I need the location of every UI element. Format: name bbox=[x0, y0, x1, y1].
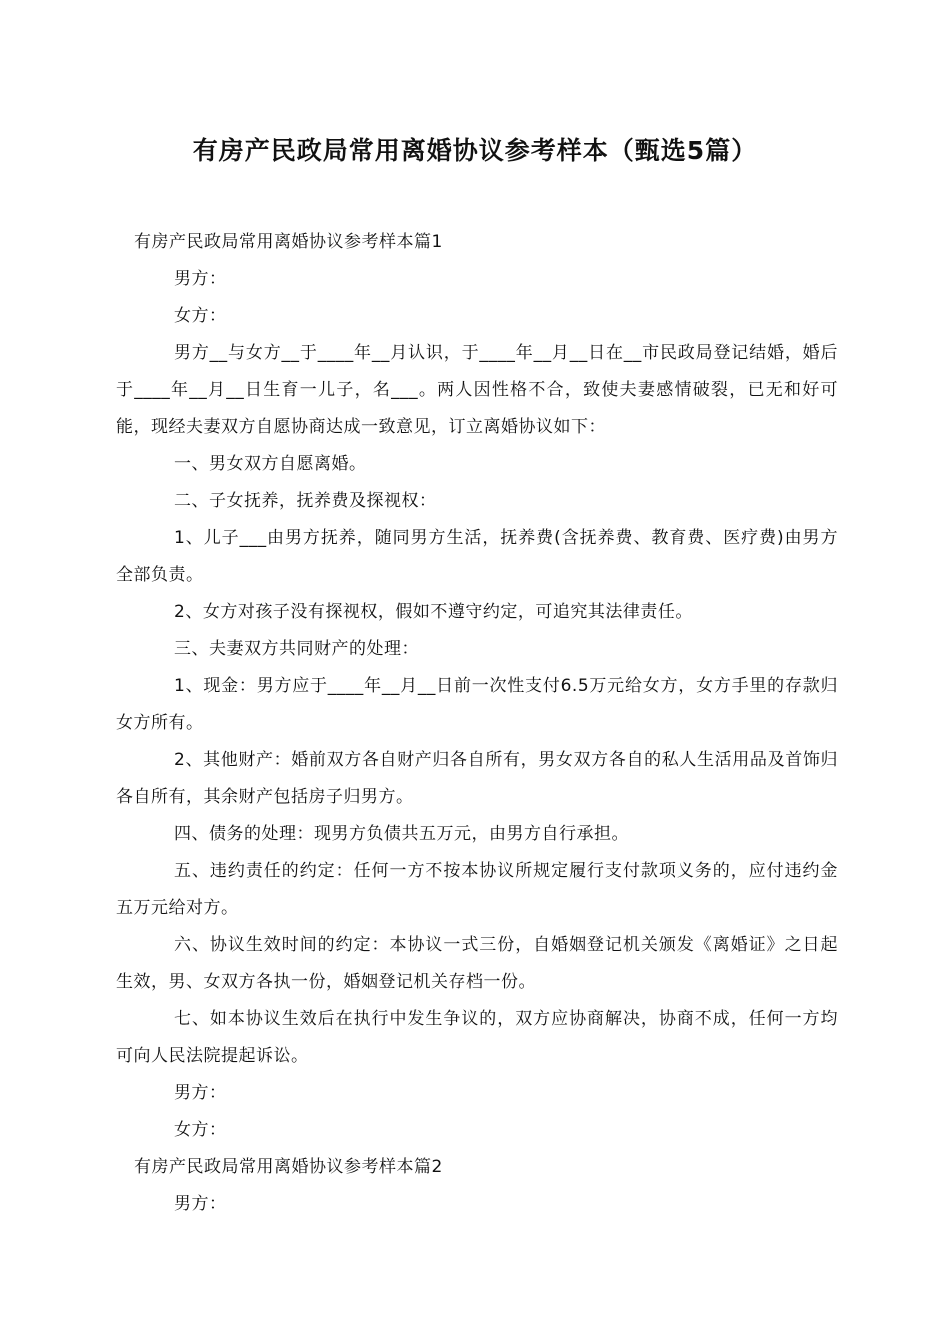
clause-2: 二、子女抚养，抚养费及探视权： bbox=[174, 491, 437, 511]
document-title: 有房产民政局常用离婚协议参考样本（甄选5篇） bbox=[192, 136, 758, 165]
signature-female: 女方： bbox=[174, 1120, 227, 1140]
clause-4: 四、债务的处理：现男方负债共五万元，由男方自行承担。 bbox=[174, 824, 629, 844]
clause-3-1: 1、现金：男方应于____年__月__日前一次性支付6.5万元给女方，女方手里的存款归女方所有。 bbox=[116, 676, 838, 733]
clause-2-1: 1、儿子___由男方抚养，随同男方生活，抚养费(含抚养费、教育费、医疗费)由男方全部负责。 bbox=[116, 528, 838, 585]
clause-3: 三、夫妻双方共同财产的处理： bbox=[174, 639, 419, 659]
document-body bbox=[116, 224, 838, 1223]
clause-7: 七、如本协议生效后在执行中发生争议的，双方应协商解决，协商不成，任何一方均可向人民法院提起诉讼。 bbox=[116, 1009, 838, 1066]
clause-5: 五、违约责任的约定：任何一方不按本协议所规定履行支付款项义务的，应付违约金五万元给对方。 bbox=[116, 861, 838, 918]
section-1-heading: 有房产民政局常用离婚协议参考样本篇1 bbox=[134, 232, 443, 252]
clause-3-2: 2、其他财产：婚前双方各自财产归各自所有，男女双方各自的私人生活用品及首饰归各自所有，其余财产包括房子归男方。 bbox=[116, 750, 838, 807]
section-2-male-label: 男方： bbox=[174, 1194, 227, 1214]
female-party-label: 女方： bbox=[174, 306, 227, 326]
section-2-heading: 有房产民政局常用离婚协议参考样本篇2 bbox=[134, 1157, 443, 1177]
clause-2-2: 2、女方对孩子没有探视权，假如不遵守约定，可追究其法律责任。 bbox=[174, 602, 693, 622]
signature-male: 男方： bbox=[174, 1083, 227, 1103]
intro-paragraph: 男方__与女方__于____年__月认识，于____年__月__日在__市民政局登记结婚，婚后于____年__月__日生育一儿子，名___。两人因性格不合，致使夫妻感情破裂，已无和好可能，现经夫妻双方自愿协商达成一致意见，订立离婚协议如下： bbox=[116, 343, 838, 437]
clause-6: 六、协议生效时间的约定：本协议一式三份，自婚姻登记机关颁发《离婚证》之日起生效，男、女双方各执一份，婚姻登记机关存档一份。 bbox=[116, 935, 838, 992]
male-party-label: 男方： bbox=[174, 269, 227, 289]
clause-1: 一、男女双方自愿离婚。 bbox=[174, 454, 367, 474]
